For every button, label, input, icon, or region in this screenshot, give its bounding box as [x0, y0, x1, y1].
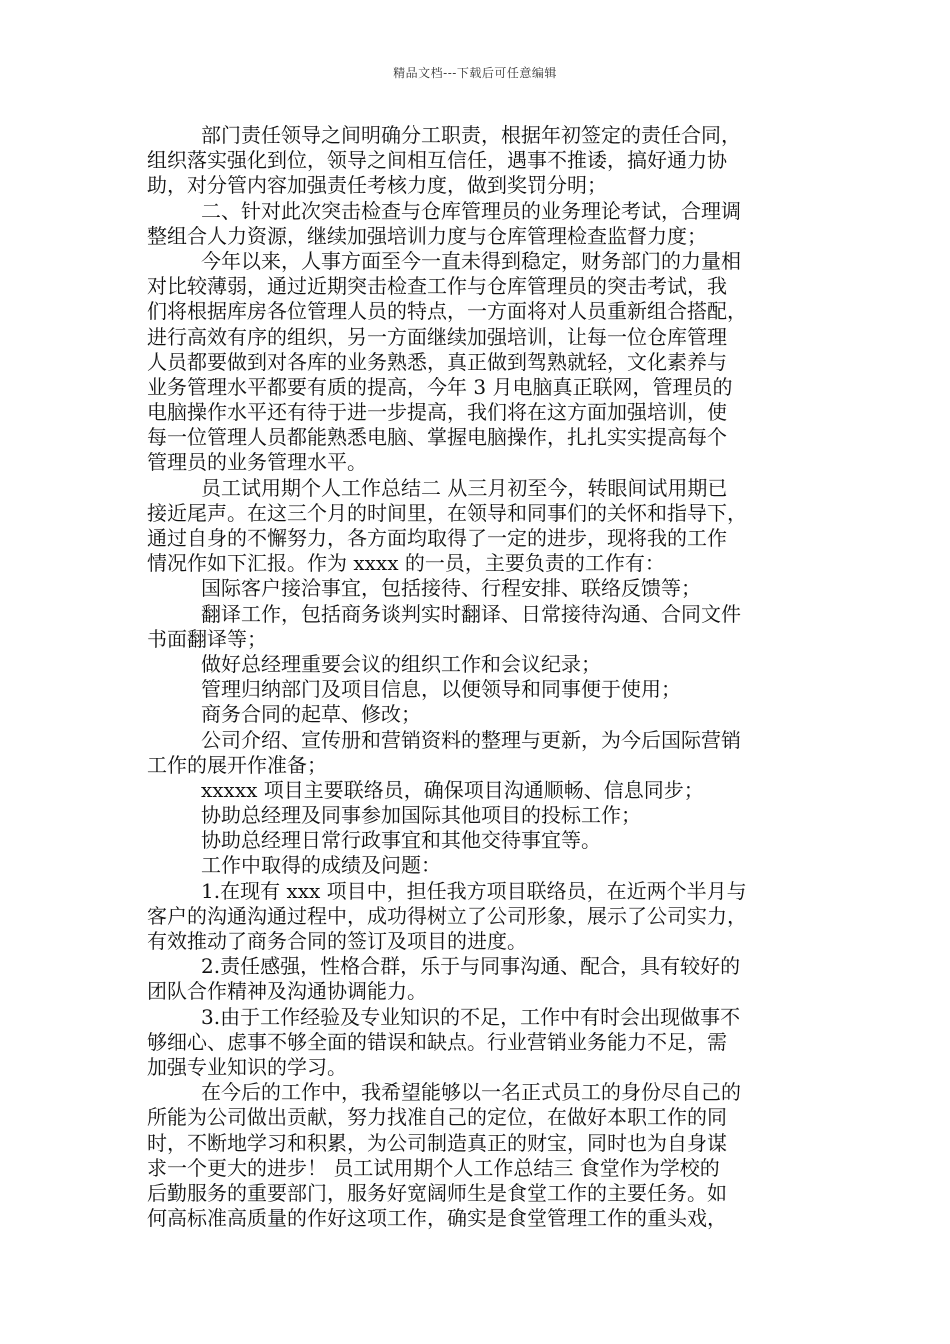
text-line: 今年以来，人事方面至今一直未得到稳定，财务部门的力量相	[201, 248, 741, 273]
text-line: 对比较薄弱，通过近期突击检查工作与仓库管理员的突击考试，我	[147, 274, 727, 299]
text-line: 书面翻译等；	[147, 626, 267, 651]
text-line: 3.由于工作经验及专业知识的不足，工作中有时会出现做事不	[201, 1004, 741, 1029]
text-line: 公司介绍、宣传册和营销资料的整理与更新，为今后国际营销	[201, 727, 741, 752]
text-line: 组织落实强化到位，领导之间相互信任，遇事不推诿，搞好通力协	[147, 148, 727, 173]
page-header: 精品文档---下载后可任意编辑	[393, 66, 557, 80]
text-line: 人员都要做到对各库的业务熟悉，真正做到驾熟就轻，文化素养与	[147, 349, 727, 374]
text-line: 进行高效有序的组织，另一方面继续加强培训，让每一位仓库管理	[147, 324, 727, 349]
text-line: 接近尾声。在这三个月的时间里，在领导和同事们的关怀和指导下，	[147, 500, 747, 525]
text-line: 1.在现有 xxx 项目中，担任我方项目联络员，在近两个半月与	[201, 878, 747, 903]
text-line: 有效推动了商务合同的签订及项目的进度。	[147, 929, 527, 953]
text-line: 商务合同的起草、修改；	[201, 702, 421, 727]
text-line: 2.责任感强，性格合群，乐于与同事沟通、配合，具有较好的	[201, 954, 741, 979]
text-line: 协助总经理日常行政事宜和其他交待事宜等。	[201, 828, 601, 853]
text-line: 管理归纳部门及项目信息，以便领导和同事便于使用；	[201, 677, 681, 702]
text-line: 做好总经理重要会议的组织工作和会议纪录；	[201, 651, 601, 676]
text-line: 管理员的业务管理水平。	[147, 450, 367, 475]
text-line: 二、针对此次突击检查与仓库管理员的业务理论考试，合理调	[201, 198, 741, 223]
text-line: 通过自身的不懈努力，各方面均取得了一定的进步，现将我的工作	[147, 526, 727, 550]
text-line: 协助总经理及同事参加国际其他项目的投标工作；	[201, 803, 641, 828]
text-line: 情况作如下汇报。作为 xxxx 的一员，主要负责的工作有：	[147, 551, 665, 576]
text-line: 整组合人力资源，继续加强培训力度与仓库管理检查监督力度；	[147, 223, 707, 248]
text-line: 员工试用期个人工作总结二 从三月初至今，转眼间试用期已	[201, 475, 728, 500]
text-line: 电脑操作水平还有待于进一步提高，我们将在这方面加强培训，使	[147, 400, 727, 425]
text-line: xxxxx 项目主要联络员，确保项目沟通顺畅、信息同步；	[201, 777, 704, 802]
text-line: 助，对分管内容加强责任考核力度，做到奖罚分明；	[147, 173, 607, 198]
text-line: 时，不断地学习和积累，为公司制造真正的财宝，同时也为自身谋	[147, 1130, 727, 1155]
text-line: 在今后的工作中，我希望能够以一名正式员工的身份尽自己的	[201, 1080, 741, 1105]
text-line: 翻译工作，包括商务谈判实时翻译、日常接待沟通、合同文件	[201, 601, 741, 626]
text-line: 业务管理水平都要有质的提高，今年 3 月电脑真正联网，管理员的	[147, 374, 733, 399]
document-body	[147, 123, 811, 1231]
text-line: 们将根据库房各位管理人员的特点，一方面将对人员重新组合搭配，	[147, 299, 747, 324]
text-line: 工作的展开作准备；	[147, 752, 327, 777]
text-line: 所能为公司做出贡献，努力找准自己的定位，在做好本职工作的同	[147, 1105, 727, 1130]
text-line: 工作中取得的成绩及问题：	[201, 853, 441, 878]
text-line: 国际客户接洽事宜，包括接待、行程安排、联络反馈等；	[201, 576, 701, 601]
text-line: 何高标准高质量的作好这项工作，确实是食堂管理工作的重头戏，	[147, 1206, 727, 1231]
text-line: 团队合作精神及沟通协调能力。	[147, 979, 427, 1004]
text-line: 够细心、虑事不够全面的错误和缺点。行业营销业务能力不足，需	[147, 1029, 727, 1054]
text-line: 后勤服务的重要部门，服务好宽阔师生是食堂工作的主要任务。如	[147, 1180, 727, 1205]
text-line: 求一个更大的进步！ 员工试用期个人工作总结三 食堂作为学校的	[147, 1155, 720, 1180]
text-line: 客户的沟通沟通过程中，成功得树立了公司形象，展示了公司实力，	[147, 903, 747, 928]
text-line: 加强专业知识的学习。	[147, 1054, 347, 1079]
text-line: 每一位管理人员都能熟悉电脑、掌握电脑操作，扎扎实实提高每个	[147, 425, 727, 450]
text-line: 部门责任领导之间明确分工职责，根据年初签定的责任合同，	[201, 123, 741, 147]
